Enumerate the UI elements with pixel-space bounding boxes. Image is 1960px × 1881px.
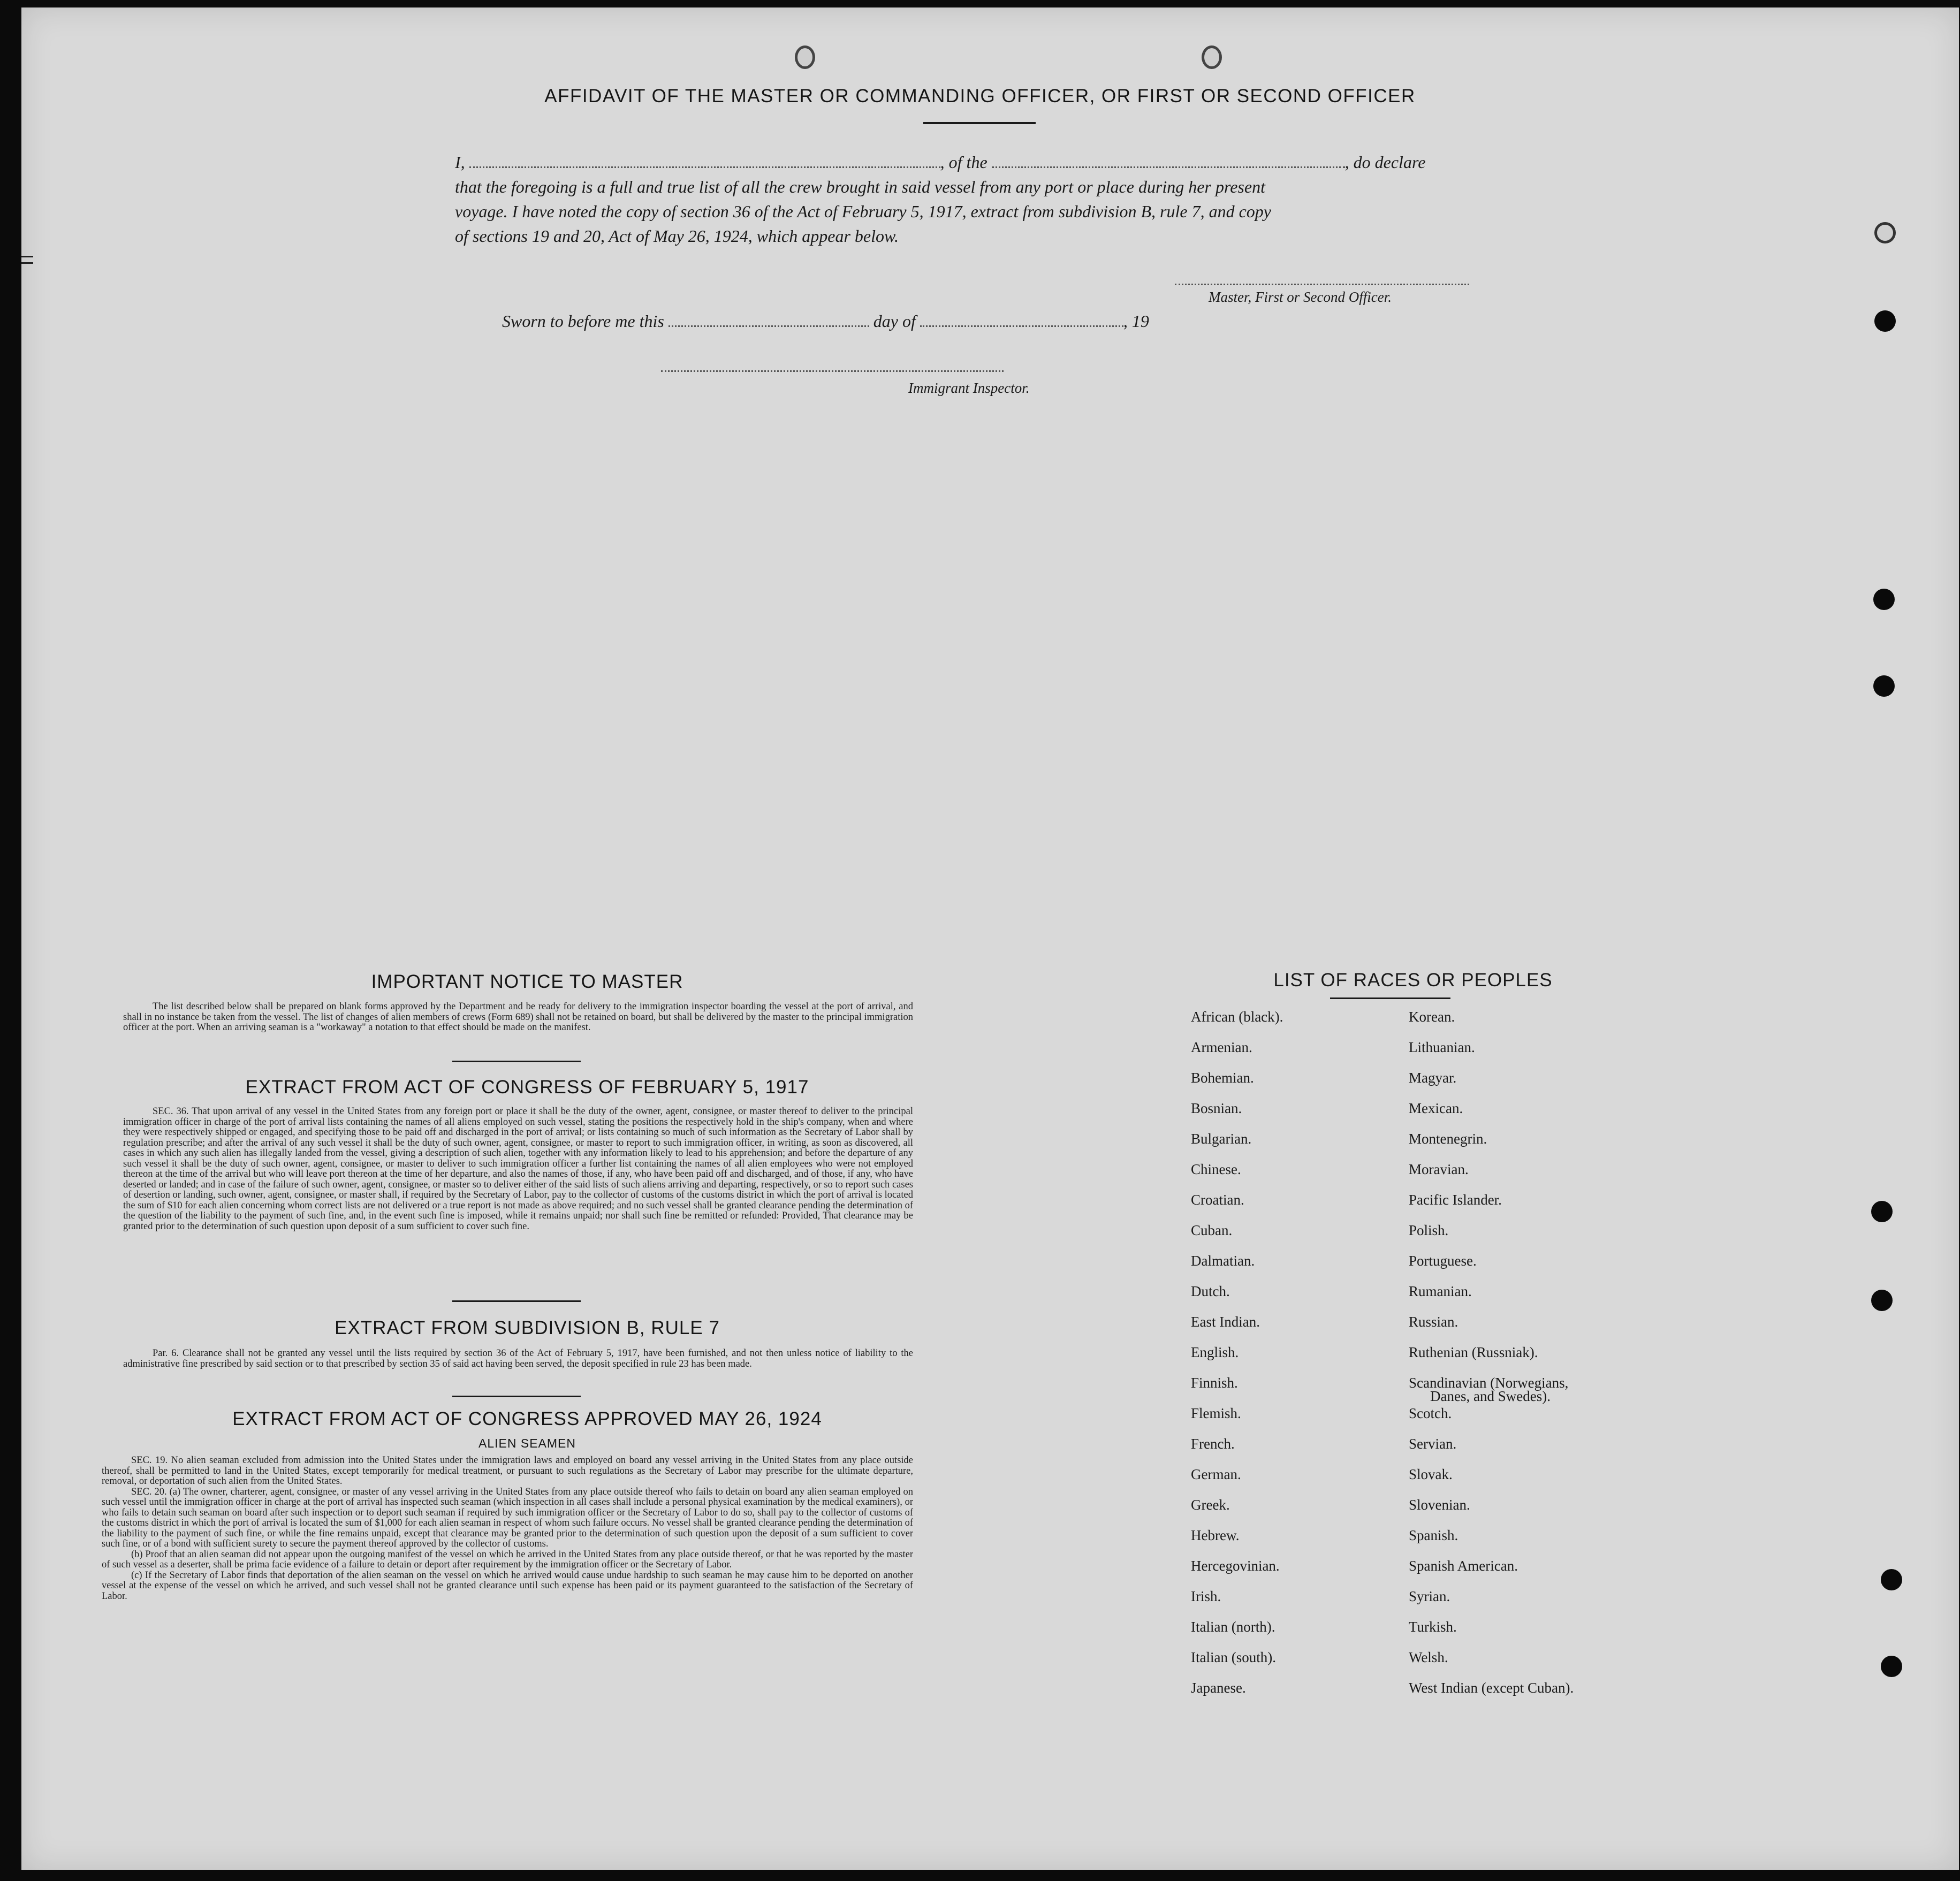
sworn-line: [502, 311, 1149, 331]
race-item: Italian (north).: [1191, 1619, 1275, 1635]
notice-text: [123, 1002, 913, 1033]
race-item: Dutch.: [1191, 1283, 1230, 1299]
race-item: Portuguese.: [1409, 1253, 1477, 1269]
race-item: Flemish.: [1191, 1405, 1241, 1421]
race-item: Montenegrin.: [1409, 1131, 1487, 1147]
race-item: Pacific Islander.: [1409, 1192, 1502, 1208]
race-item: Korean.: [1409, 1009, 1455, 1025]
race-item: Bulgarian.: [1191, 1131, 1252, 1147]
race-item: Cuban.: [1191, 1222, 1233, 1238]
year-prefix: , 19: [1123, 311, 1149, 331]
section-rule: [452, 1300, 581, 1302]
race-item: Syrian.: [1409, 1588, 1450, 1604]
race-item: Danes, and Swedes).: [1430, 1388, 1551, 1404]
race-item: Bohemian.: [1191, 1070, 1254, 1086]
inspector-signature-line: [661, 370, 1004, 372]
race-item: African (black).: [1191, 1009, 1283, 1025]
punch-hole: [1873, 589, 1895, 610]
race-item: Rumanian.: [1409, 1283, 1472, 1299]
race-item: Hercegovinian.: [1191, 1558, 1280, 1574]
race-item: Croatian.: [1191, 1192, 1244, 1208]
race-item: Greek.: [1191, 1497, 1230, 1513]
race-item: Russian.: [1409, 1314, 1458, 1330]
master-caption: Master, First or Second Officer.: [1209, 289, 1392, 305]
sworn-text: Sworn to before me this: [502, 311, 664, 331]
race-item: German.: [1191, 1466, 1241, 1482]
race-item: West Indian (except Cuban).: [1409, 1680, 1574, 1696]
race-item: Ruthenian (Russniak).: [1409, 1344, 1538, 1360]
race-item: Finnish.: [1191, 1375, 1238, 1391]
day-of-text: day of: [873, 311, 916, 331]
notice-paragraph: The list described below shall be prepared on blank forms approved by the Department and be ready for delivery to the immigration inspector boarding the vessel at the port of arrival, and shall in no instance be taken from the vessel. The list of changes of alien members of crews (Form 689) shall not be retained on board, but shall be delivered by the master to the principal immigration officer at the port. When an arriving seaman is a "workaway" a notation to that effect should be made on the manifest.: [123, 1001, 913, 1033]
punch-hole: [1881, 1569, 1902, 1590]
affidavit-of-the: , of the: [940, 153, 987, 172]
race-item: Servian.: [1409, 1436, 1457, 1452]
inspector-caption: Immigrant Inspector.: [908, 380, 1030, 396]
master-signature-line: [1175, 284, 1469, 285]
race-item: Armenian.: [1191, 1039, 1252, 1055]
punch-hole: [1874, 222, 1896, 243]
races-rule: [1330, 997, 1450, 999]
vessel-blank: [992, 154, 1345, 168]
punch-hole: [1871, 1290, 1893, 1311]
edge-mark: [21, 262, 33, 264]
sec36-paragraph: SEC. 36. That upon arrival of any vessel in the United States from any foreign port or place it shall be the duty of the owner, agent, consignee, or master thereof to deliver to the principal immigration officer in charge of the port of arrival lists containing the names of all aliens employed on such vessel, stating the positions the respectively hold in the ship's company, when and where they were respectively shipped or engaged, and specifying those to be paid off and discharged in the port of arrival; or lists containing so much of such information as the Secretary of Labor shall by regulation prescribe; and after the arrival of any such vessel it shall be the duty of such owner, agent, consignee, or master to report to such immigration officer, in writing, as soon as discovered, all cases in which any such alien has illegally landed from the vessel, giving a description of such alien, together with any information likely to lead to his apprehension; and before the departure of any such vessel it shall be the duty of such owner, agent, consignee, or master to deliver to such immigration officer a further list containing the names of all alien employees who were not employed thereon at the time of the arrival but who will leave port thereon at the time of her departure, and also the names of those, if any, who have been paid off and discharged, and of those, if any, who have deserted or landed; and in case of the failure of such owner, agent, consignee, or master so to deliver either of the said lists of such aliens arriving and departing, respectively, or so to report such cases of desertion or landing, such owner, agent, consignee, or master shall, if required by the Secretary of Labor, pay to the collector of customs of the customs district in which the port of arrival is located the sum of $10 for each alien concerning whom correct lists are not delivered or a true report is not made as above required; and no such vessel shall be granted clearance pending the determination of the question of the liability to the payment of such fine, and, in the event such fine is imposed, while it remains unpaid; nor shall such fine be remitted or refunded: Provided, That clearance may be granted prior to the determination of such question upon deposit of a sum sufficient to cover such fine.: [123, 1106, 913, 1232]
extract-1917-text: [123, 1107, 913, 1232]
race-item: Welsh.: [1409, 1649, 1448, 1665]
name-blank: [469, 154, 940, 168]
race-item: Polish.: [1409, 1222, 1449, 1238]
extract-1924-title: EXTRACT FROM ACT OF CONGRESS APPROVED MAY 26, 1924: [232, 1408, 822, 1429]
affidavit-line-3: voyage. I have noted the copy of section 36 of the Act of February 5, 1917, extract from subdivision B, rule 7, and copy: [455, 202, 1271, 221]
race-item: Irish.: [1191, 1588, 1221, 1604]
extract-rule7-title: EXTRACT FROM SUBDIVISION B, RULE 7: [335, 1318, 720, 1338]
punch-hole: [1202, 45, 1222, 69]
race-item: Scandinavian (Norwegians,: [1409, 1375, 1569, 1391]
punch-hole: [1881, 1656, 1902, 1677]
extract-1917-title: EXTRACT FROM ACT OF CONGRESS OF FEBRUARY 5, 1917: [245, 1077, 809, 1098]
notice-title: IMPORTANT NOTICE TO MASTER: [371, 971, 683, 992]
punch-hole: [1871, 1201, 1893, 1222]
affidavit-i: I,: [455, 153, 465, 172]
race-item: Scotch.: [1409, 1405, 1452, 1421]
race-item: Turkish.: [1409, 1619, 1457, 1635]
extract-1924-text: [102, 1456, 913, 1602]
race-item: English.: [1191, 1344, 1239, 1360]
sec19-paragraph: SEC. 19. No alien seaman excluded from admission into the United States under the immigration laws and employed on board any vessel arriving in the United States from any place outside thereof, shall be permitted to land in the United States, except temporarily for medical treatment, or pursuant to such regulations as the Secretary of Labor may prescribe for the ultimate departure, removal, or deportation of such alien from the United States.: [102, 1455, 913, 1487]
extract-rule7-text: [123, 1349, 913, 1369]
section-rule: [452, 1396, 581, 1397]
sec20b-paragraph: (b) Proof that an alien seaman did not appear upon the outgoing manifest of the vessel on which he arrived in the United States from any place outside thereof, or that he was reported by the master of such vessel as a deserter, shall be prima facie evidence of a failure to detain or deport after requirement by the immigration officer or the Secretary of Labor.: [102, 1549, 913, 1570]
race-item: Dalmatian.: [1191, 1253, 1255, 1269]
month-blank: [920, 313, 1123, 327]
alien-seamen-subtitle: ALIEN SEAMEN: [478, 1436, 576, 1450]
race-item: Moravian.: [1409, 1161, 1469, 1177]
par6-paragraph: Par. 6. Clearance shall not be granted any vessel until the lists required by section 36 of the Act of February 5, 1917, have been furnished, and not then unless notice of liability to the administrative fine prescribed by said section or to that prescribed by section 35 of said act having been served, the deposit specified in rule 23 has been made.: [123, 1348, 913, 1369]
race-item: Lithuanian.: [1409, 1039, 1475, 1055]
affidavit-line-2: that the foregoing is a full and true list of all the crew brought in said vessel from any port or place during her present: [455, 177, 1265, 196]
race-item: Hebrew.: [1191, 1527, 1240, 1543]
race-item: Japanese.: [1191, 1680, 1246, 1696]
section-rule: [452, 1061, 581, 1062]
race-item: East Indian.: [1191, 1314, 1260, 1330]
sec20c-paragraph: (c) If the Secretary of Labor finds that deportation of the alien seaman on the vessel on which he arrived would cause undue hardship to such seaman he may cause him to be deported on another vessel at the expense of the vessel on which he arrived, and such vessel shall not be granted clearance until such expense has been paid or its payment guaranteed to the satisfaction of the Secretary of Labor.: [102, 1570, 913, 1602]
race-item: Italian (south).: [1191, 1649, 1276, 1665]
edge-mark: [21, 256, 33, 257]
races-title: LIST OF RACES OR PEOPLES: [1273, 970, 1553, 991]
punch-hole: [795, 45, 815, 69]
punch-hole: [1873, 675, 1895, 697]
punch-hole: [1874, 310, 1896, 332]
race-item: Slovak.: [1409, 1466, 1453, 1482]
affidavit-title: AFFIDAVIT OF THE MASTER OR COMMANDING OFFICER, OR FIRST OR SECOND OFFICER: [544, 86, 1416, 106]
affidavit-line-1: [455, 153, 1507, 172]
sec20a-paragraph: SEC. 20. (a) The owner, charterer, agent, consignee, or master of any vessel arriving in the United States from any place outside thereof who fails to detain on board any alien seaman employed on such vessel until the immigration officer in charge at the port of arrival has inspected such seaman (which inspection in all cases shall include a personal physical examination by the medical examiners), or who fails to detain such seaman on board after such inspection or to deport such seaman if required by such immigration officer or the Secretary of Labor to do so, shall pay to the collector of customs of the customs district in which the port of arrival is located the sum of $1,000 for each alien seaman in respect of whom such failure occurs. No vessel shall be granted clearance pending the determination of the liability to the payment of such fine, or while the fine remains unpaid, except that clearance may be granted prior to the determination of such question upon the deposit of a sum sufficient to cover such fine, or of a bond with sufficient surety to secure the payment thereof approved by the collector of customs.: [102, 1486, 913, 1549]
affidavit-line-4: of sections 19 and 20, Act of May 26, 1924, which appear below.: [455, 226, 899, 246]
affidavit-declare: , do declare: [1344, 153, 1426, 172]
race-item: French.: [1191, 1436, 1235, 1452]
race-item: Magyar.: [1409, 1070, 1457, 1086]
day-blank: [668, 313, 869, 327]
title-rule: [923, 122, 1036, 124]
race-item: Bosnian.: [1191, 1100, 1242, 1116]
race-item: Spanish American.: [1409, 1558, 1518, 1574]
race-item: Spanish.: [1409, 1527, 1458, 1543]
race-item: Slovenian.: [1409, 1497, 1470, 1513]
race-item: Chinese.: [1191, 1161, 1241, 1177]
race-item: Mexican.: [1409, 1100, 1463, 1116]
